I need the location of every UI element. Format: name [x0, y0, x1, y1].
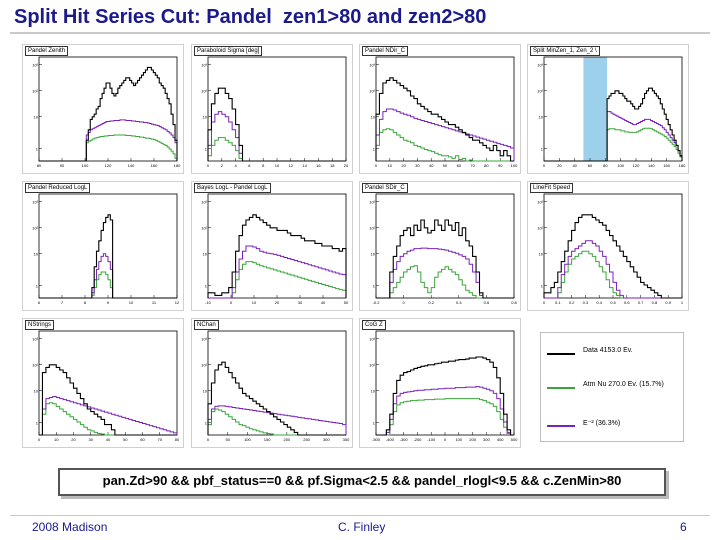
x-tick-label: -300	[399, 437, 408, 442]
y-tick-label: 10³	[32, 199, 38, 205]
cut-summary-text: pan.Zd>90 && pbf_status==0 && pf.Sigma<2.5 && pandel_rlogl<9.5 && c.ZenMin>80	[102, 473, 622, 488]
hist-panel-pandel-zenith	[22, 44, 184, 174]
x-tick-label: -500	[371, 437, 381, 442]
legend-item-data	[547, 347, 683, 361]
x-tick-label: -100	[427, 437, 436, 442]
histogram-nstrings	[23, 319, 183, 447]
legend-label-atm-nu: Atm Nu 270.0 Ev. (15.7%)	[583, 381, 664, 388]
y-tick-label: 10	[370, 251, 375, 257]
plot-frame	[39, 331, 177, 435]
y-tick-label: 10²	[369, 225, 375, 231]
series-data-line	[544, 88, 682, 161]
x-tick-label: 60	[140, 437, 145, 442]
y-tick-label: 10	[370, 388, 375, 394]
x-tick-label: 8	[262, 163, 265, 168]
histogram-cog-z	[360, 319, 520, 447]
title-divider	[10, 32, 710, 34]
x-tick-label: 0.5	[610, 300, 616, 305]
x-tick-label: 20	[274, 300, 280, 305]
x-tick-label: 10	[54, 437, 59, 442]
x-tick-label: 90	[59, 163, 65, 168]
x-tick-label: 60	[587, 163, 593, 168]
y-tick-label: 10²	[32, 225, 38, 231]
x-tick-label: 100	[244, 437, 251, 442]
x-tick-label: 0	[37, 437, 41, 442]
x-tick-label: -400	[385, 437, 394, 442]
y-tick-label: 10³	[201, 336, 207, 342]
hist-panel-split-minzen	[527, 44, 689, 174]
x-tick-label: 0.7	[637, 300, 644, 305]
plot-frame	[544, 57, 682, 161]
x-tick-label: 0.6	[624, 300, 630, 305]
x-tick-label: 11	[151, 300, 157, 305]
histogram-pandel-sdir	[360, 182, 520, 310]
y-tick-label: 1	[204, 146, 207, 152]
panel-title: NChan	[194, 320, 219, 330]
panel-title: LineFit Speed	[530, 183, 573, 193]
y-tick-label: 10³	[369, 336, 375, 342]
x-tick-label: 50	[442, 163, 448, 168]
series-data-line	[39, 365, 177, 435]
x-tick-label: 18	[329, 163, 335, 168]
series-data-line	[39, 67, 177, 161]
x-tick-label: -10	[205, 300, 211, 305]
x-tick-label: 12	[174, 300, 180, 305]
slide-title: Split Hit Series Cut: Pandel zen1>80 and zen2>80	[14, 6, 487, 28]
panel-title: CoG Z	[362, 320, 386, 330]
x-tick-label: 0	[206, 437, 210, 442]
x-tick-label: 80	[484, 163, 489, 168]
x-tick-label: 1	[680, 300, 684, 305]
x-tick-label: 20	[71, 437, 76, 442]
x-tick-label: 16	[316, 163, 321, 168]
y-tick-label: 10	[202, 114, 207, 120]
y-tick-label: 1	[372, 283, 375, 289]
x-tick-label: 0.2	[568, 300, 575, 305]
legend-label-e2: E⁻² (36.3%)	[583, 420, 621, 427]
x-tick-label: 0.2	[428, 300, 434, 305]
series-e-2-line	[39, 397, 177, 435]
x-tick-label: 80	[603, 163, 608, 168]
histogram-reduced-logl	[23, 182, 183, 310]
x-tick-label: 160	[663, 163, 671, 168]
x-tick-label: 0	[206, 163, 210, 168]
footer-center: C. Finley	[338, 520, 386, 534]
x-tick-label: 120	[104, 163, 112, 168]
x-tick-label: 140	[647, 163, 655, 168]
legend-item-atm-nu	[547, 381, 683, 395]
x-tick-label: 14	[302, 163, 307, 168]
histogram-pandel-ndir	[360, 45, 520, 173]
y-tick-label: 10²	[201, 362, 207, 368]
x-tick-label: 30	[297, 300, 303, 305]
y-tick-label: 10³	[32, 336, 38, 342]
series-atm-nu-line	[39, 272, 177, 298]
hist-panel-reduced-logl	[22, 181, 184, 311]
x-tick-label: 100	[455, 437, 463, 442]
x-tick-label: 50	[225, 437, 230, 442]
series-atm-nu-line	[208, 138, 346, 161]
x-tick-label: 80	[174, 437, 180, 442]
x-tick-label: 0.6	[483, 300, 490, 305]
x-tick-label: 90	[497, 163, 503, 168]
y-tick-label: 10²	[537, 225, 543, 231]
x-tick-label: 70	[470, 163, 475, 168]
x-tick-label: 200	[469, 437, 476, 442]
panel-title: Split MinZen_1, Zen_2 \	[530, 46, 600, 56]
y-tick-label: 1	[204, 420, 207, 426]
x-tick-label: 10	[251, 300, 257, 305]
y-tick-label: 1	[540, 283, 543, 289]
x-tick-label: 10	[387, 163, 393, 168]
y-tick-label: 10³	[201, 199, 207, 205]
y-tick-label: 10³	[369, 199, 375, 205]
plot-frame	[39, 57, 177, 161]
x-tick-label: 0.1	[555, 300, 561, 305]
x-tick-label: 0.8	[651, 300, 658, 305]
x-tick-label: 500	[510, 437, 518, 442]
panel-title: Pandel Zenith	[25, 46, 68, 56]
hist-panel-pandel-ndir	[359, 44, 521, 174]
y-tick-label: 10	[202, 251, 207, 257]
footer-right: 6	[680, 520, 687, 534]
histogram-pandel-zenith	[23, 45, 183, 173]
series-e-2-line	[544, 112, 682, 161]
x-tick-label: 0	[542, 300, 546, 305]
x-tick-label: 0.4	[456, 300, 462, 305]
series-atm-nu-line	[208, 409, 346, 435]
x-tick-label: 0	[443, 437, 447, 442]
y-tick-label: 10²	[201, 88, 207, 94]
y-tick-label: 1	[540, 146, 543, 152]
x-tick-label: 100	[81, 163, 89, 168]
hist-panel-linefit-speed	[527, 181, 689, 311]
series-data-line	[544, 215, 682, 298]
x-tick-label: 10	[128, 300, 134, 305]
legend-label-data: Data 4153.0 Ev.	[583, 347, 633, 354]
panel-title: Pandel SDir_C	[362, 183, 408, 193]
x-tick-label: 200	[283, 437, 291, 442]
x-tick-label: 0.4	[596, 300, 602, 305]
y-tick-label: 10³	[537, 62, 543, 68]
legend-swatch-data	[547, 353, 575, 355]
x-tick-label: 0	[229, 300, 233, 305]
y-tick-label: 1	[35, 420, 38, 426]
y-tick-label: 10	[33, 251, 38, 257]
x-tick-label: 50	[343, 300, 349, 305]
series-e-2-line	[208, 112, 346, 161]
x-tick-label: 40	[320, 300, 326, 305]
x-tick-label: 150	[263, 437, 271, 442]
x-tick-label: -0.2	[372, 300, 380, 305]
y-tick-label: 1	[35, 283, 38, 289]
hist-panel-nchan	[191, 318, 353, 448]
x-tick-label: 100	[617, 163, 625, 168]
y-tick-label: 10²	[537, 88, 543, 94]
x-tick-label: 350	[342, 437, 350, 442]
x-tick-label: -200	[413, 437, 422, 442]
y-tick-label: 10²	[201, 225, 207, 231]
panel-title: Pandel NDir_C	[362, 46, 408, 56]
y-tick-label: 10³	[369, 62, 375, 68]
panel-title: Pandel Reduced LogL	[25, 183, 90, 193]
x-tick-label: 80	[36, 163, 42, 168]
x-tick-label: 0.9	[665, 300, 671, 305]
x-tick-label: 6	[248, 163, 251, 168]
x-tick-label: 160	[150, 163, 158, 168]
y-tick-label: 10²	[32, 88, 38, 94]
plot-frame	[39, 194, 177, 298]
panel-title: Paraboloid Sigma [deg]	[194, 46, 262, 56]
histogram-paraboloid-sigma	[192, 45, 352, 173]
x-tick-label: 300	[322, 437, 330, 442]
series-data-line	[376, 78, 514, 161]
x-tick-label: 20	[401, 163, 406, 168]
legend-swatch-atm-nu	[547, 387, 575, 389]
shaded-excluded-region	[583, 57, 607, 161]
legend	[540, 332, 684, 442]
hist-panel-nstrings	[22, 318, 184, 448]
x-tick-label: 8	[83, 300, 87, 305]
series-data-line	[208, 362, 346, 435]
series-atm-nu-line	[39, 403, 177, 435]
x-tick-label: 300	[483, 437, 490, 442]
x-tick-label: 180	[173, 163, 181, 168]
x-tick-label: 50	[123, 437, 128, 442]
x-tick-label: 20	[343, 163, 349, 168]
x-tick-label: 2	[220, 163, 223, 168]
y-tick-label: 1	[372, 146, 375, 152]
y-tick-label: 10	[202, 388, 207, 394]
legend-swatch-e2	[547, 425, 575, 427]
x-tick-label: 4	[234, 163, 237, 168]
x-tick-label: 400	[496, 437, 504, 442]
y-tick-label: 10	[538, 251, 543, 257]
x-tick-label: 40	[572, 163, 577, 168]
series-atm-nu-line	[376, 266, 514, 298]
footer-left: 2008 Madison	[32, 520, 108, 534]
x-tick-label: 10	[274, 163, 280, 168]
histogram-bayes-logl	[192, 182, 352, 310]
y-tick-label: 10³	[201, 62, 207, 68]
histogram-split-minzen	[528, 45, 688, 173]
hist-panel-bayes-logl	[191, 181, 353, 311]
x-tick-label: 70	[157, 437, 162, 442]
x-tick-label: 40	[105, 437, 111, 442]
histogram-nchan	[192, 319, 352, 447]
y-tick-label: 10²	[369, 362, 375, 368]
x-tick-label: 0	[542, 163, 546, 168]
plot-frame	[208, 57, 346, 161]
x-tick-label: 0.8	[511, 300, 517, 305]
y-tick-label: 10³	[32, 62, 38, 68]
x-tick-label: 40	[428, 163, 434, 168]
x-tick-label: 250	[303, 437, 310, 442]
x-tick-label: 6	[37, 300, 41, 305]
y-tick-label: 10	[538, 114, 543, 120]
x-tick-label: 9	[106, 300, 110, 305]
x-tick-label: 120	[632, 163, 640, 168]
x-tick-label: 7	[60, 300, 64, 305]
x-tick-label: 30	[88, 437, 93, 442]
x-tick-label: 0	[402, 300, 405, 305]
y-tick-label: 10	[33, 114, 38, 120]
series-atm-nu-line	[39, 135, 177, 161]
series-e-2-line	[208, 406, 346, 435]
hist-panel-paraboloid-sigma	[191, 44, 353, 174]
y-tick-label: 10²	[369, 88, 375, 94]
x-tick-label: 60	[456, 163, 462, 168]
panel-title: NStrings	[25, 320, 54, 330]
y-tick-label: 1	[204, 283, 207, 289]
legend-item-e2	[547, 419, 683, 433]
series-data-line	[208, 88, 346, 161]
y-tick-label: 1	[35, 146, 38, 152]
y-tick-label: 1	[372, 420, 375, 426]
hist-panel-cog-z	[359, 318, 521, 448]
footer-divider	[10, 515, 710, 516]
x-tick-label: 20	[557, 163, 562, 168]
x-tick-label: 12	[288, 163, 294, 168]
x-tick-label: 0.3	[582, 300, 589, 305]
x-tick-label: 100	[510, 163, 518, 168]
panel-title: Bayes LogL - Pandel LogL	[194, 183, 271, 193]
cut-summary-box	[58, 468, 666, 496]
hist-panel-pandel-sdir	[359, 181, 521, 311]
y-tick-label: 10³	[537, 199, 543, 205]
x-tick-label: 0	[374, 163, 378, 168]
series-atm-nu-line	[544, 128, 682, 161]
x-tick-label: 180	[678, 163, 686, 168]
x-tick-label: 30	[415, 163, 420, 168]
y-tick-label: 10	[370, 114, 375, 120]
histogram-linefit-speed	[528, 182, 688, 310]
x-tick-label: 140	[127, 163, 135, 168]
y-tick-label: 10²	[32, 362, 38, 368]
y-tick-label: 10	[33, 388, 38, 394]
